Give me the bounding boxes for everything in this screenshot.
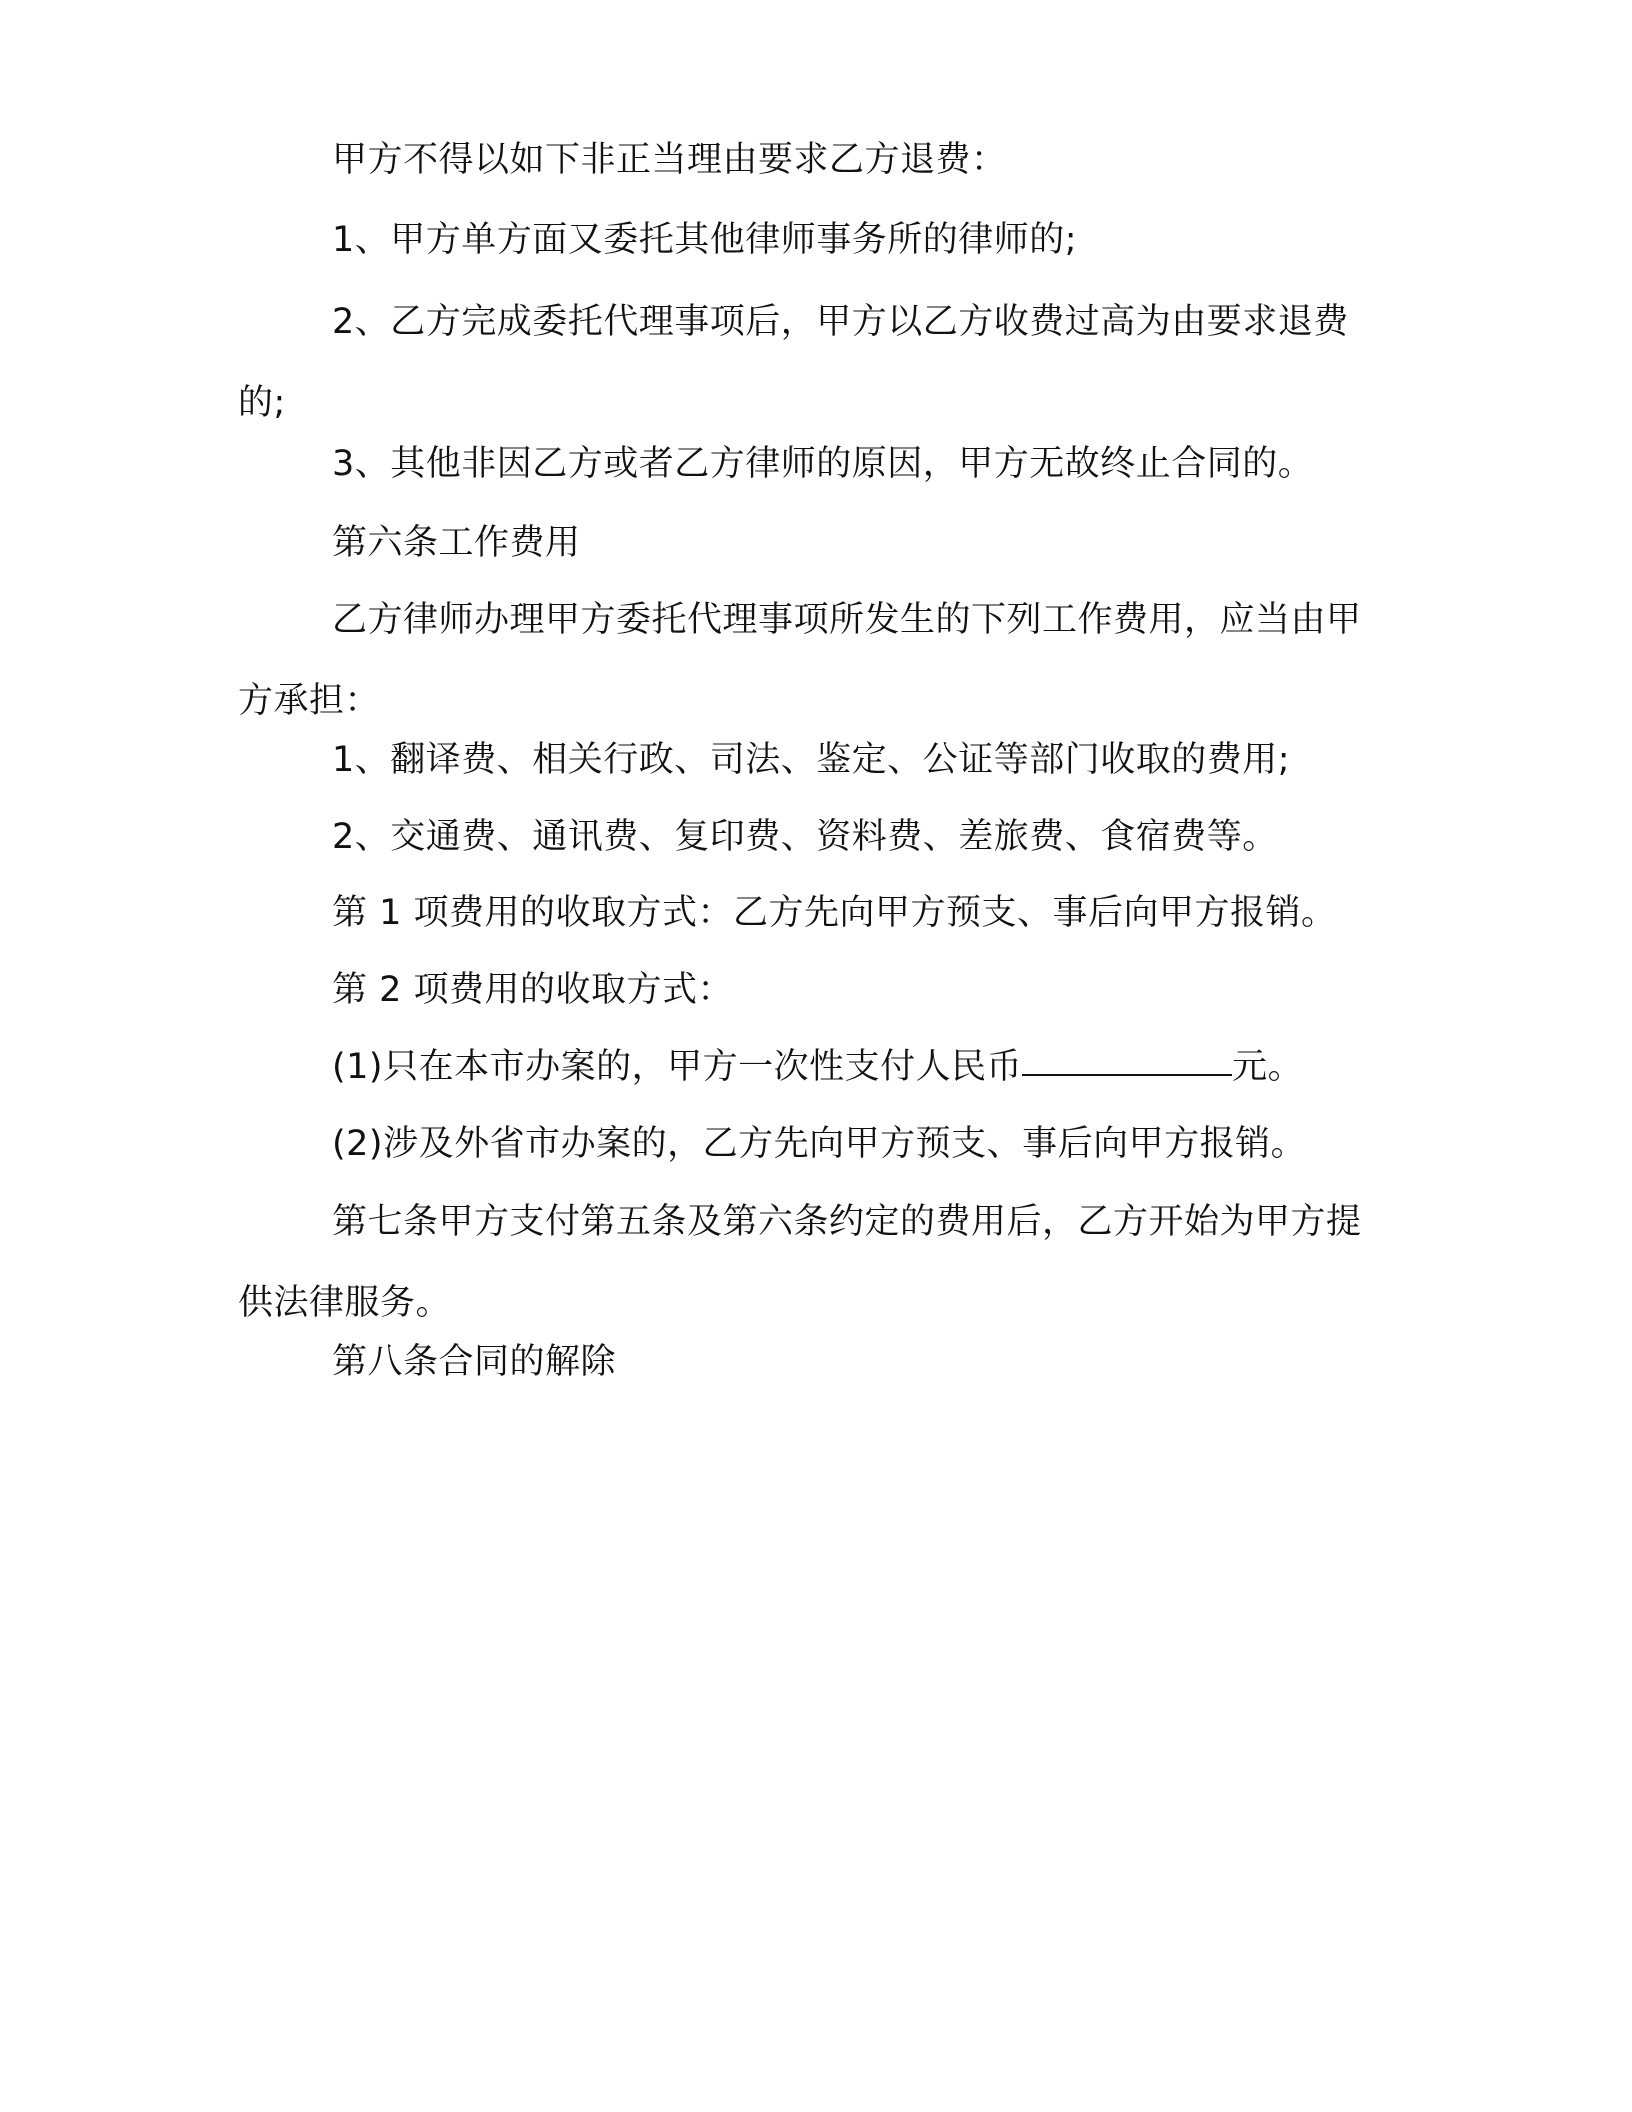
paragraph-work-expenses: 乙方律师办理甲方委托代理事项所发生的下列工作费用，应当由甲方承担： xyxy=(238,600,1362,721)
local-case-payment-prefix: (1)只在本市办案的，甲方一次性支付人民币 xyxy=(332,1047,1023,1087)
article-7-paragraph: 第七条甲方支付第五条及第六条约定的费用后，乙方开始为甲方提供法律服务。 xyxy=(238,1202,1362,1323)
paragraph-item-1-payment-method: 第 1 项费用的收取方式：乙方先向甲方预支、事后向甲方报销。 xyxy=(332,893,1337,933)
paragraph-refund-item-2: 2、乙方完成委托代理事项后，甲方以乙方收费过高为由要求退费的; xyxy=(238,302,1349,423)
amount-blank-line xyxy=(1022,1073,1232,1076)
paragraph-out-of-province-payment: (2)涉及外省市办案的，乙方先向甲方预支、事后向甲方报销。 xyxy=(332,1124,1307,1164)
paragraph-refund-item-3: 3、其他非因乙方或者乙方律师的原因，甲方无故终止合同的。 xyxy=(332,444,1314,484)
paragraph-expense-item-2: 2、交通费、通讯费、复印费、资料费、差旅费、食宿费等。 xyxy=(332,817,1278,857)
paragraph-refund-item-1: 1、甲方单方面又委托其他律师事务所的律师的; xyxy=(332,220,1078,260)
paragraph-refund-intro: 甲方不得以如下非正当理由要求乙方退费： xyxy=(332,140,1007,180)
paragraph-local-case-payment xyxy=(238,1027,1388,1108)
paragraph-expense-item-1: 1、翻译费、相关行政、司法、鉴定、公证等部门收取的费用; xyxy=(332,740,1291,780)
local-case-payment-suffix: 元。 xyxy=(1232,1047,1304,1087)
article-8-heading: 第八条合同的解除 xyxy=(332,1342,617,1382)
article-6-heading: 第六条工作费用 xyxy=(332,523,581,563)
paragraph-item-2-payment-method: 第 2 项费用的收取方式： xyxy=(332,970,734,1010)
